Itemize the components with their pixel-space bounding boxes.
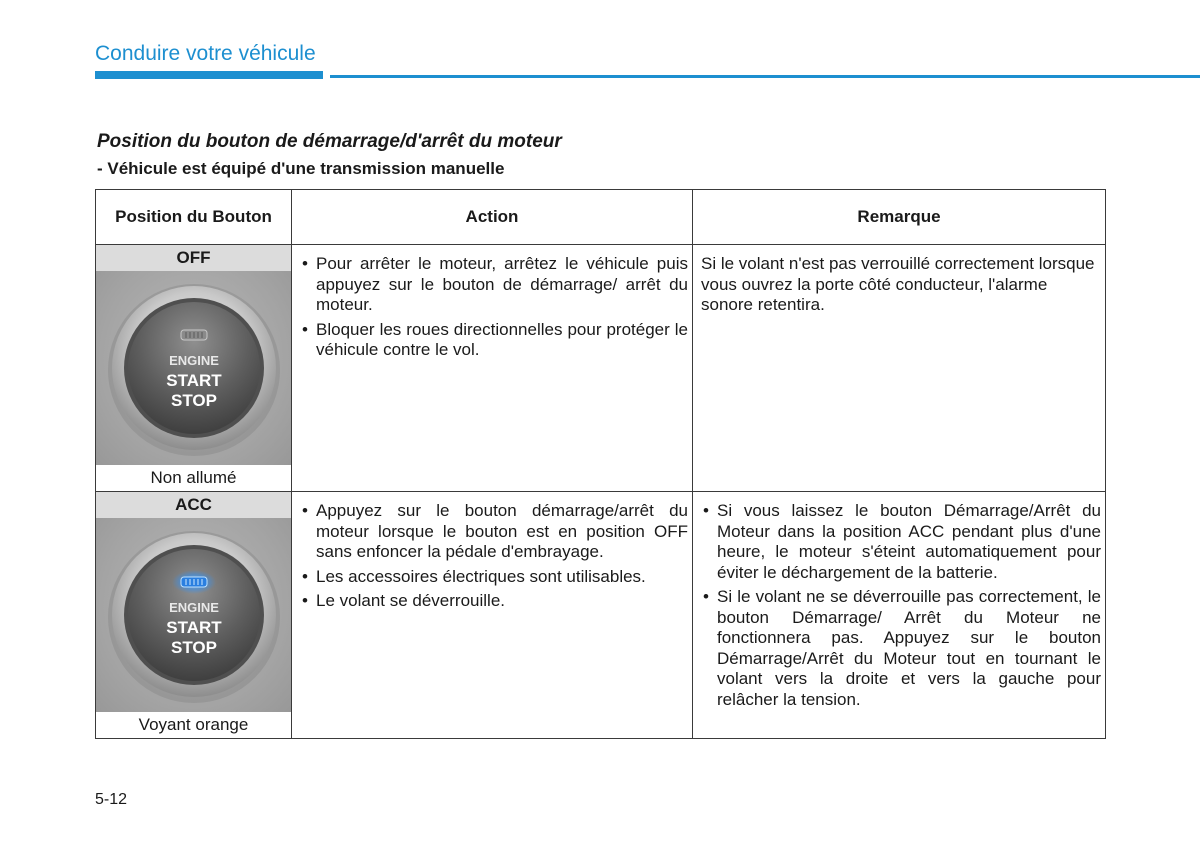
section-subtitle: - Véhicule est équipé d'une transmission manuelle — [97, 159, 505, 178]
engine-button-image-off — [96, 271, 291, 465]
position-caption-off: Non allumé — [96, 465, 291, 491]
header-remark: Remarque — [693, 190, 1106, 245]
button-position-table — [95, 189, 1106, 739]
table-row-off — [96, 245, 1106, 492]
position-label-off: OFF — [96, 245, 291, 271]
header-position: Position du Bouton — [96, 190, 292, 245]
engine-button-image-acc — [96, 518, 291, 712]
position-label-acc: ACC — [96, 492, 291, 518]
button-text-start: START — [166, 371, 222, 390]
button-text-start: START — [166, 618, 222, 637]
position-caption-acc: Voyant orange — [96, 712, 291, 738]
list-item: • Appuyez sur le bouton démarrage/arrêt du moteur lorsque le bouton est en position OFF sans enfoncer la pédale d'embrayage. — [300, 501, 688, 563]
header-action: Action — [292, 190, 693, 245]
position-cell-off — [96, 245, 292, 492]
engine-start-stop-icon — [102, 274, 286, 462]
page-number: 5-12 — [95, 791, 128, 808]
button-text-engine: ENGINE — [169, 353, 219, 368]
list-item: • Les accessoires électriques sont utilisables. — [300, 567, 688, 588]
position-cell-acc — [96, 492, 292, 739]
remark-cell-acc — [693, 492, 1106, 739]
chapter-rule — [330, 75, 1200, 78]
engine-start-stop-icon — [102, 521, 286, 709]
section-title: Position du bouton de démarrage/d'arrêt du moteur — [97, 131, 562, 152]
button-text-stop: STOP — [171, 638, 217, 657]
remark-cell-off — [693, 245, 1106, 492]
button-text-engine: ENGINE — [169, 600, 219, 615]
action-cell-acc — [292, 492, 693, 739]
table-header-row — [96, 190, 1106, 245]
table-row-acc — [96, 492, 1106, 739]
list-item: • Le volant se déverrouille. — [300, 591, 688, 612]
chapter-title: Conduire votre véhicule — [95, 42, 316, 65]
list-item: • Si vous laissez le bouton Démarrage/Arrêt du Moteur dans la position ACC pendant plus d'une heure, le moteur s'éteint automatiquement pour éviter le déchargement de la batterie. — [701, 501, 1101, 583]
list-item: • Si le volant ne se déverrouille pas correctement, le bouton Démarrage/ Arrêt du Moteur ne fonctionnera pas. Appuyez sur le bouton Démarrage/Arrêt du Moteur tout en tournant le volant vers la droite et vers la gauche pour relâcher la tension. — [701, 587, 1101, 710]
remark-text-off: Si le volant n'est pas verrouillé correctement lorsque vous ouvrez la porte côté conducteur, l'alarme sonore retentira. — [701, 254, 1095, 314]
button-text-stop: STOP — [171, 391, 217, 410]
chapter-rule-accent — [95, 71, 323, 79]
list-item: • Pour arrêter le moteur, arrêtez le véhicule puis appuyez sur le bouton de démarrage/ arrêt du moteur. — [300, 254, 688, 316]
list-item: • Bloquer les roues directionnelles pour protéger le véhicule contre le vol. — [300, 320, 688, 361]
action-cell-off — [292, 245, 693, 492]
